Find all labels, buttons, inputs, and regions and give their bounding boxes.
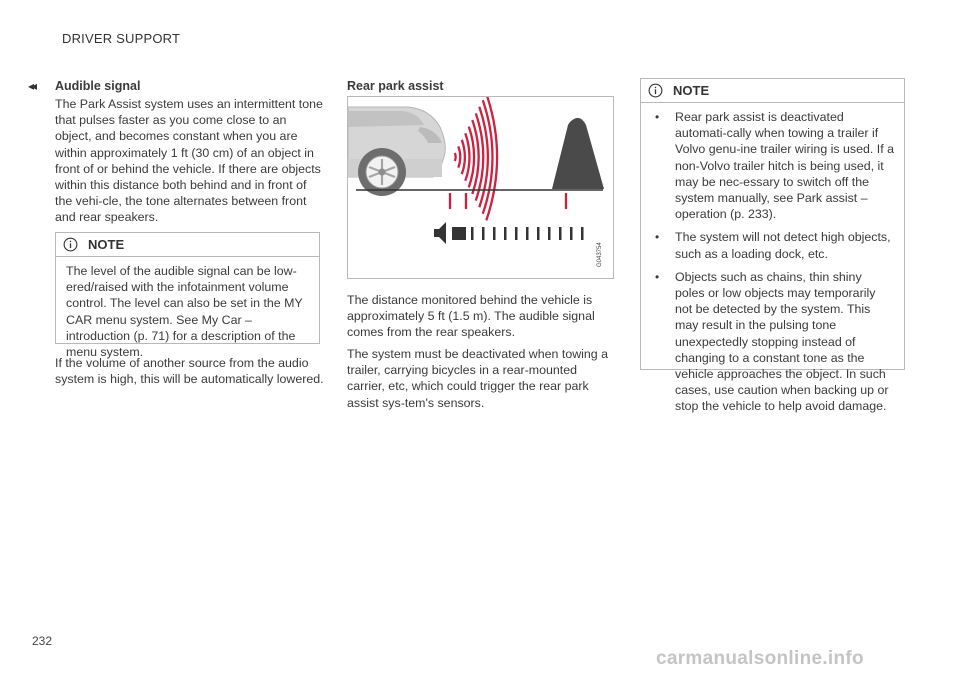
volume-paragraph: If the volume of another source from the audio system is high, this will be automatically lowered. <box>55 356 324 387</box>
note-title: NOTE <box>88 237 125 252</box>
tone-bar <box>548 227 551 240</box>
continued-marker: ◂◂ <box>28 79 35 93</box>
audible-signal-heading: Audible signal <box>55 79 141 93</box>
tone-bar <box>482 227 485 240</box>
watermark: carmanualsonline.info <box>656 648 864 669</box>
tone-bar <box>537 227 540 240</box>
wheel-hub <box>379 169 386 176</box>
obstacle-cone <box>552 118 604 189</box>
note-list-item: • Rear park assist is deactivated automati-cally when towing a trailer if Volvo genu-ine trailer wiring is used. If a non-Volvo trailer hitch is being used, it may be nec-essary to switch off the system manually, see Park assist – operation (p. 233). <box>651 109 894 222</box>
note-header <box>641 79 904 103</box>
note-box-rear-assist <box>640 78 905 414</box>
note-header <box>56 233 319 257</box>
note-text: The level of the audible signal can be low-ered/raised with the infotainment volume control. The level can also be set in the MY CAR menu system. See My Car – introduction (p. 71) for a description of the menu system. <box>66 264 303 360</box>
tone-bar-solid <box>452 227 466 240</box>
info-circle-icon <box>648 83 663 98</box>
sensor-wave-arc <box>455 153 456 161</box>
tone-bar <box>559 227 562 240</box>
sensor-wave-arc <box>462 140 465 174</box>
page-number: 232 <box>32 634 53 648</box>
deactivate-paragraph: The system must be deactivated when towing a trailer, carrying bicycles in a rear-mounted carrier, etc, which could trigger the rear park assist sys-tem's sensors. <box>347 347 609 410</box>
tone-bar <box>526 227 529 240</box>
section-header: DRIVER SUPPORT <box>62 31 181 46</box>
note-box-audible <box>55 232 320 360</box>
tone-bar <box>515 227 518 240</box>
sensor-waves <box>455 97 497 220</box>
illustration-svg <box>348 97 614 279</box>
note-title: NOTE <box>673 83 710 98</box>
audible-signal-paragraph: The Park Assist system uses an intermittent tone that pulses faster as you come close to an object, and becomes constant when you are within approximately 1 ft (30 cm) of an object in front of or behind the vehicle. If there are objects within this distance both behind and in front of the vehi-cle, the tone alternates between front and rear speakers. <box>55 97 323 225</box>
note-list-item: • Objects such as chains, thin shiny poles or low objects may temporarily not be detected by the system. This may result in the pulsing tone unexpectedly stopping instead of changing to a constant tone as the vehicle approaches the object. In such cases, use caution when backing up or stop the vehicle to help avoid damage. <box>651 269 894 415</box>
tone-bar <box>493 227 496 240</box>
tone-bar <box>504 227 507 240</box>
info-circle-icon <box>63 237 78 252</box>
tone-bar <box>570 227 573 240</box>
distance-marks <box>450 193 566 209</box>
monitored-distance-paragraph: The distance monitored behind the vehicle is approximately 5 ft (1.5 m). The audible signal comes from the rear speakers. <box>347 293 595 340</box>
rear-park-assist-heading: Rear park assist <box>347 79 444 93</box>
note-list <box>651 109 894 415</box>
tone-bar <box>581 227 584 240</box>
rear-park-assist-illustration <box>347 96 614 279</box>
tone-bar <box>471 227 474 240</box>
tone-bars <box>471 227 584 240</box>
sensor-wave-arc <box>458 146 460 167</box>
speaker-icon <box>434 222 446 244</box>
note-list-item: • The system will not detect high objects, such as a loading dock, etc. <box>651 229 894 261</box>
figure-code: G043754 <box>597 242 603 267</box>
